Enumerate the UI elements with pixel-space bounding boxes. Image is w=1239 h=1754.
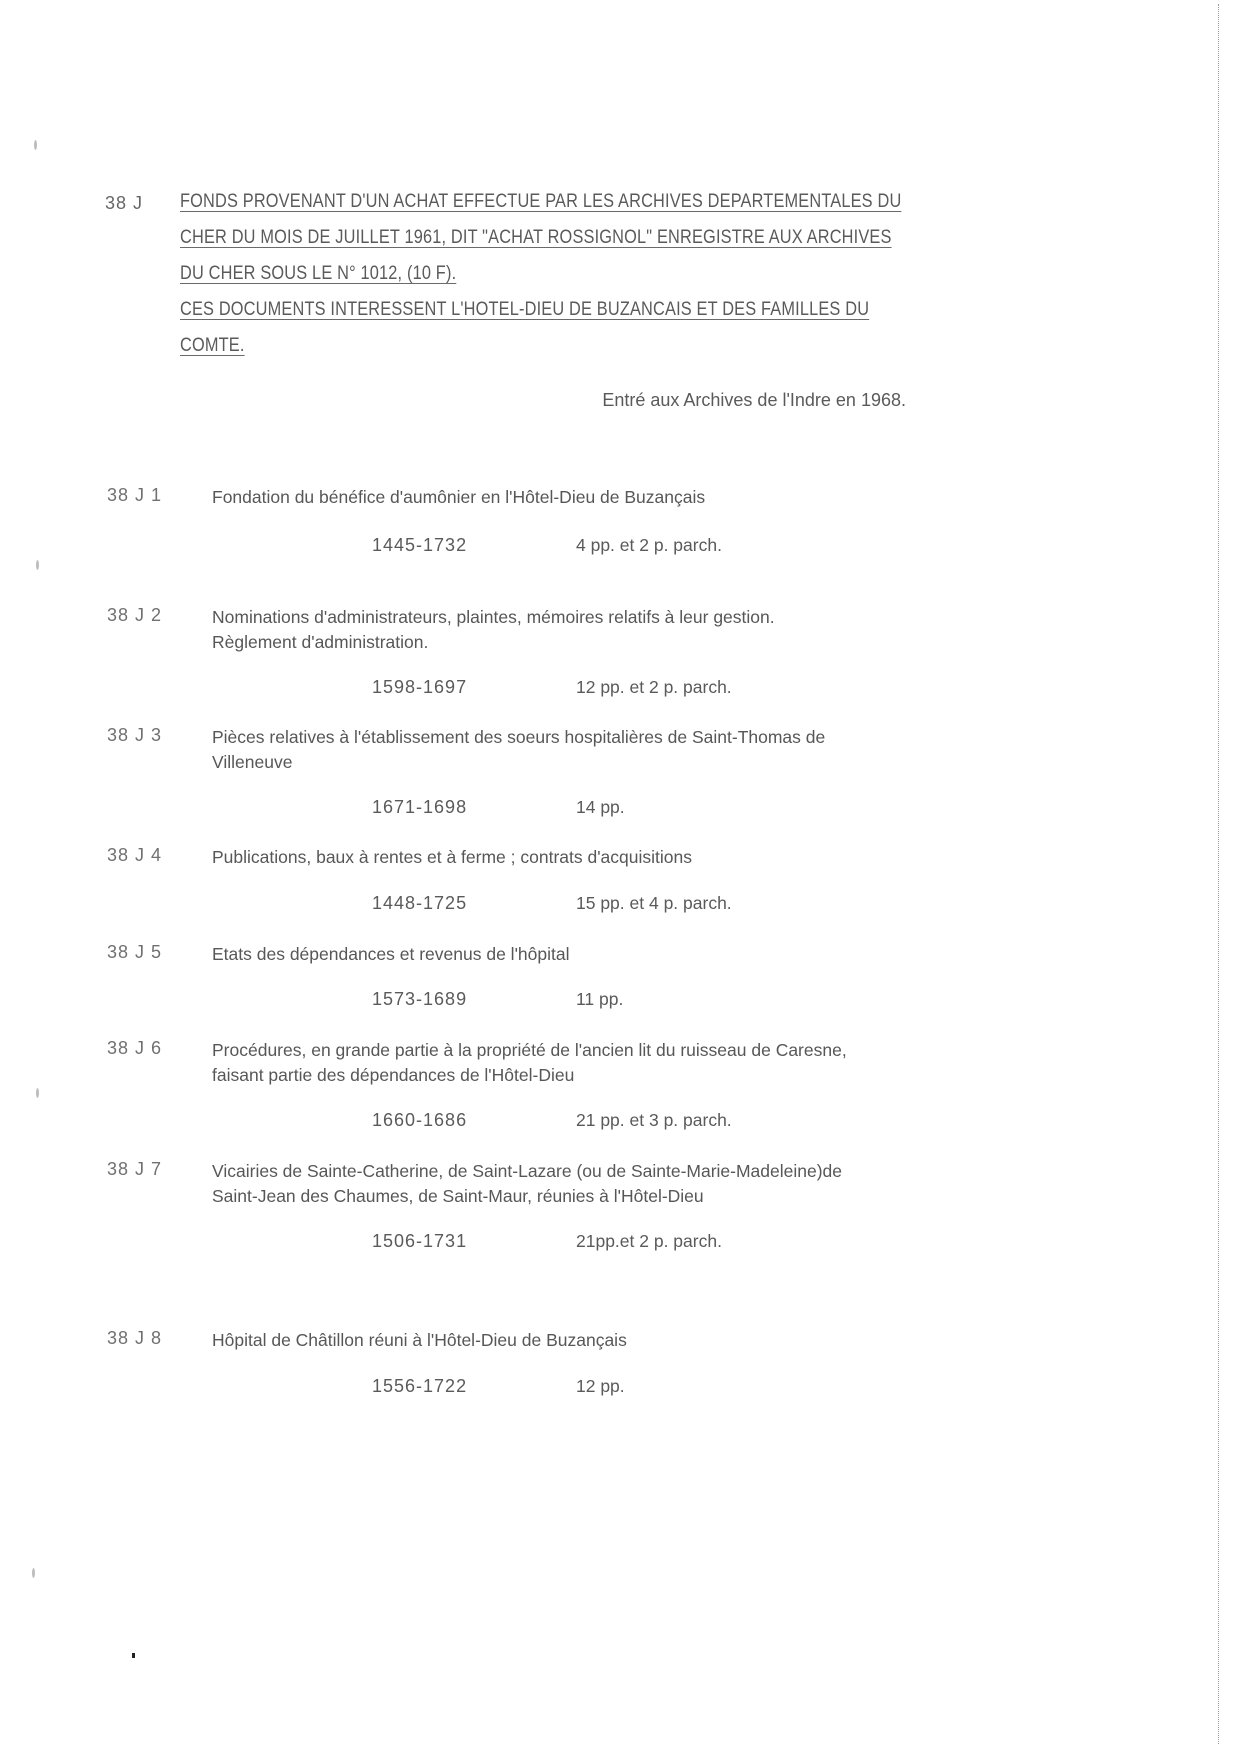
entry-pages: 14 pp.: [576, 797, 625, 817]
entry-code: 38 J 4: [107, 845, 163, 865]
entry-dates: 1671-1698: [372, 797, 468, 817]
entry-note: Entré aux Archives de l'Indre en 1968.: [602, 390, 906, 410]
fonds-title-line: DU CHER SOUS LE N° 1012, (10 F).: [180, 263, 457, 284]
entry-pages: 12 pp.: [576, 1376, 625, 1396]
entry-pages: 12 pp. et 2 p. parch.: [576, 677, 732, 697]
scan-speck: [36, 1088, 39, 1098]
entry-pages: 11 pp.: [576, 989, 624, 1009]
entry-pages: 21 pp. et 3 p. parch.: [576, 1110, 732, 1130]
entry-pages: 15 pp. et 4 p. parch.: [576, 893, 732, 913]
scan-speck: [36, 560, 39, 570]
entry-description: Etats des dépendances et revenus de l'hôpital: [212, 944, 570, 964]
scan-speck: [32, 1568, 35, 1578]
entry-dates: 1660-1686: [372, 1110, 468, 1130]
fonds-title-line: CHER DU MOIS DE JUILLET 1961, DIT "ACHAT ROSSIGNOL" ENREGISTRE AUX ARCHIVES: [180, 227, 892, 248]
entry-code: 38 J 8: [107, 1328, 163, 1348]
entry-code: 38 J 7: [107, 1159, 163, 1179]
entry-description: Vicairies de Sainte-Catherine, de Saint-Lazare (ou de Sainte-Marie-Madeleine)de Saint-Jean des Chaumes, de Saint-Maur, réunies à l'Hôtel-Dieu: [212, 1161, 843, 1206]
entry-code: 38 J 6: [107, 1038, 163, 1058]
entry-code: 38 J 5: [107, 942, 163, 962]
entry-pages: 4 pp. et 2 p. parch.: [576, 535, 722, 555]
entry-code: 38 J 3: [107, 725, 163, 745]
entry-dates: 1556-1722: [372, 1376, 468, 1396]
entry-dates: 1573-1689: [372, 989, 468, 1009]
fonds-title-line: COMTE.: [180, 335, 245, 356]
entry-code: 38 J 2: [107, 605, 163, 625]
entry-description: Procédures, en grande partie à la propriété de l'ancien lit du ruisseau de Caresne, faisant partie des dépendances de l'Hôtel-Dieu: [212, 1040, 847, 1085]
fonds-title-line: FONDS PROVENANT D'UN ACHAT EFFECTUE PAR LES ARCHIVES DEPARTEMENTALES DU: [180, 191, 902, 212]
entry-description: Pièces relatives à l'établissement des soeurs hospitalières de Saint-Thomas de Villeneuve: [212, 727, 826, 772]
entry-description: Hôpital de Châtillon réuni à l'Hôtel-Dieu de Buzançais: [212, 1330, 627, 1350]
stray-mark: [132, 1653, 135, 1658]
entry-description: Nominations d'administrateurs, plaintes, mémoires relatifs à leur gestion. Règlement d'administration.: [212, 607, 775, 652]
entry-dates: 1506-1731: [372, 1231, 468, 1251]
scan-speck: [34, 140, 37, 150]
fonds-title-line: CES DOCUMENTS INTERESSENT L'HOTEL-DIEU DE BUZANCAIS ET DES FAMILLES DU: [180, 299, 870, 320]
entry-dates: 1448-1725: [372, 893, 468, 913]
scan-edge-border: [1218, 4, 1219, 1744]
entry-description: Fondation du bénéfice d'aumônier en l'Hôtel-Dieu de Buzançais: [212, 487, 706, 507]
entry-code: 38 J 1: [107, 485, 163, 505]
entry-dates: 1598-1697: [372, 677, 468, 697]
entry-dates: 1445-1732: [372, 535, 468, 555]
fonds-title: [180, 190, 954, 370]
entry-description: Publications, baux à rentes et à ferme ; contrats d'acquisitions: [212, 847, 692, 867]
entry-pages: 21pp.et 2 p. parch.: [576, 1231, 722, 1251]
fonds-code: 38 J: [105, 193, 144, 213]
